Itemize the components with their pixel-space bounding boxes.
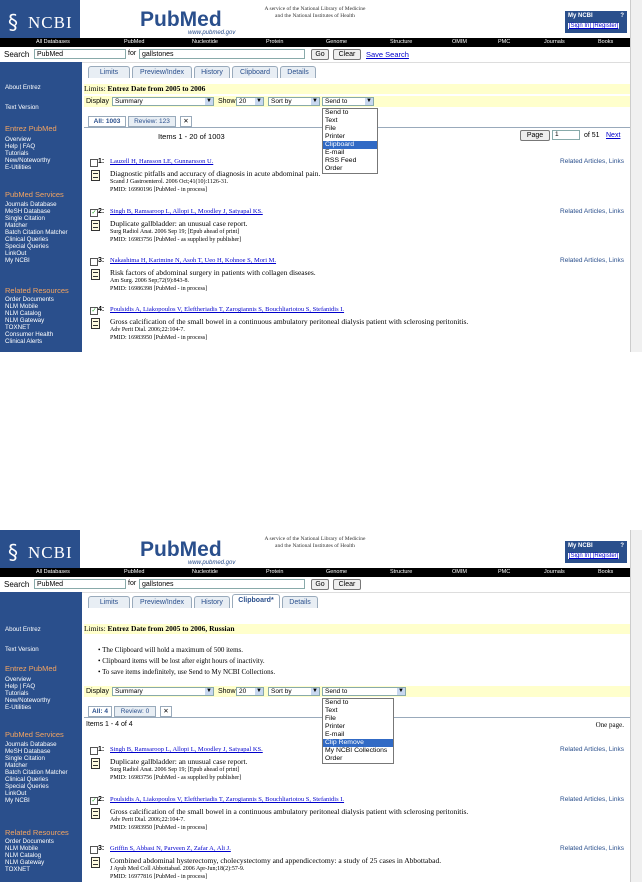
- related-articles-link[interactable]: Related Articles, Links: [560, 796, 624, 803]
- help-icon[interactable]: ?: [620, 13, 624, 19]
- chevron-down-icon: ▼: [312, 98, 318, 104]
- database-nav: [0, 38, 630, 47]
- sortby-select[interactable]: Sort by ▼: [268, 687, 320, 696]
- tab-all[interactable]: All: 4: [88, 706, 112, 717]
- page-button[interactable]: Page: [520, 130, 550, 141]
- result-authors-link[interactable]: Nakashima H, Karimine N, Asoh T, Ueo H, Kohnoe S, Mori M.: [110, 257, 277, 264]
- result-checkbox[interactable]: ✓: [91, 210, 97, 216]
- nav-all-databases[interactable]: All Databases: [36, 569, 70, 575]
- document-icon[interactable]: [91, 758, 100, 769]
- pubmed-logo[interactable]: PubMed www.pubmed.gov: [140, 538, 236, 566]
- nav-nucleotide[interactable]: Nucleotide: [192, 569, 218, 575]
- tab-clipboard[interactable]: Clipboard: [232, 66, 278, 78]
- show-select[interactable]: 20 ▼: [236, 97, 264, 106]
- database-select[interactable]: PubMed: [34, 49, 126, 59]
- related-articles-link[interactable]: Related Articles, Links: [560, 845, 624, 852]
- nav-structure[interactable]: Structure: [390, 569, 413, 575]
- menu-item[interactable]: Printer: [325, 723, 346, 730]
- menu-item-clip-remove[interactable]: Clip Remove: [323, 739, 393, 747]
- menu-item[interactable]: Order: [325, 755, 343, 762]
- tab-all[interactable]: All: 1003: [88, 116, 126, 127]
- nav-journals[interactable]: Journals: [544, 569, 565, 575]
- display-select[interactable]: Summary ▼: [112, 97, 214, 106]
- service-text: A service of the National Library of Medicine and the National Institutes of Health: [264, 6, 366, 19]
- chevron-down-icon: ▼: [312, 688, 318, 694]
- header: [0, 530, 630, 568]
- result-item: 3: Nakashima H, Karimine N, Asoh T, Ueo H, Kohnoe S, Mori M. Related Articles, Links Risk factors of abdominal surgery in patients with collagen diseases. Am Surg. 2006 Sep;72(9):843-8. PMID: 16986398 [PubMed - in process]: [84, 257, 630, 302]
- ncbi-logo[interactable]: § NCBI: [0, 0, 80, 38]
- result-authors-link[interactable]: Griffin S, Abbasi N, Parveen Z, Zafar A, Ali J.: [110, 845, 231, 852]
- info-bullet: • Clipboard items will be lost after eight hours of inactivity.: [98, 657, 265, 665]
- nav-all-databases[interactable]: All Databases: [36, 39, 70, 45]
- screenshot-results: [0, 0, 630, 352]
- sendto-select[interactable]: Send to ▼: [322, 687, 406, 696]
- result-item: ✓ 2: Singh B, Ramsaroop L, Allopi L, Moodley J, Satyapal KS. Related Articles, Links Duplicate gallbladder: an unusual case report. Surg Radiol Anat. 2006 Sep 19; [Epub ahead of print] PMID: 16983756 [PubMed - as supplied by publisher]: [91, 208, 624, 243]
- search-bar: Search PubMed for gallstones Go Clear: [0, 577, 630, 593]
- tab-details[interactable]: Details: [280, 66, 316, 78]
- display-bar: Display Summary ▼ Show 20 ▼ Sort by ▼ Send to ▼: [84, 96, 630, 107]
- my-ncbi-box: My NCBI ? [Sign In] [Register]: [565, 11, 627, 33]
- menu-item[interactable]: Send to: [325, 699, 349, 706]
- show-select[interactable]: 20 ▼: [236, 687, 264, 696]
- result-authors-link[interactable]: Singh B, Ramsaroop L, Allopi L, Moodley J, Satyapal KS.: [110, 746, 263, 753]
- save-search-link[interactable]: Save Search: [366, 50, 409, 59]
- main-content: [84, 592, 630, 882]
- document-icon[interactable]: [91, 269, 100, 280]
- ncbi-helix-icon: §: [8, 10, 18, 34]
- menu-item[interactable]: Text: [325, 707, 338, 714]
- tab-bar: [84, 64, 630, 78]
- info-bullet: • To save items indefinitely, use Send to My NCBI Collections.: [98, 668, 276, 676]
- sortby-select[interactable]: Sort by ▼: [268, 97, 320, 106]
- close-icon[interactable]: ✕: [160, 706, 172, 717]
- tab-history[interactable]: History: [194, 596, 230, 608]
- sidebar-text-version[interactable]: Text Version: [5, 104, 39, 111]
- tab-limits[interactable]: Limits: [88, 66, 130, 78]
- nav-pmc[interactable]: PMC: [498, 39, 511, 45]
- signin-link[interactable]: [Sign In] [Register]: [569, 553, 619, 559]
- menu-item[interactable]: Send to: [325, 109, 349, 116]
- chevron-down-icon: ▼: [256, 98, 262, 104]
- display-bar: Display Summary ▼ Show 20 ▼ Sort by ▼ Send to ▼: [84, 686, 630, 697]
- database-select[interactable]: PubMed: [34, 579, 126, 589]
- sidebar: About Entrez Text Version Entrez PubMed Overview Help | FAQ Tutorials New/Noteworthy E-Utilities PubMed Services Journals Database MeSH Database Single Citation Matcher Batch Citation Matcher Clinical Queries Special Queries LinkOut My NCBI Related Resources Order Documents NLM Mobile NLM Catalog NLM Gateway TOXNET: [0, 592, 82, 882]
- tab-details[interactable]: Details: [282, 596, 318, 608]
- tab-review[interactable]: Review: 123: [128, 116, 176, 127]
- menu-item[interactable]: My NCBI Collections: [325, 747, 388, 754]
- pubmed-logo[interactable]: PubMed www.pubmed.gov: [140, 8, 236, 36]
- menu-item[interactable]: Order: [325, 165, 343, 172]
- result-authors-link[interactable]: Lauzell H, Hansson LE, Gunnarsson U.: [110, 158, 214, 165]
- sidebar-text-version[interactable]: Text Version: [5, 646, 39, 653]
- tab-clipboard[interactable]: Clipboard*: [232, 594, 280, 608]
- clear-button[interactable]: Clear: [333, 579, 361, 590]
- next-link[interactable]: Next: [606, 132, 621, 139]
- search-input[interactable]: gallstones: [139, 49, 305, 59]
- result-item: ✓ 4: Poulsidis A, Liakopoulos V, Eleftheriadis T, Zarogiannis S, Bouchliariotou S, Stefanidis I. Gross calcification of the small bowel in a continuous ambulatory peritoneal dialysis patient with sclerosing peritonitis. Adv Perit Dial. 2006;22:104-7. PMID: 16983950 [PubMed - in process]: [91, 306, 469, 341]
- result-checkbox[interactable]: [90, 747, 98, 755]
- menu-item-clipboard[interactable]: Clipboard: [323, 141, 377, 149]
- menu-item[interactable]: E-mail: [325, 731, 345, 738]
- close-icon[interactable]: ✕: [180, 116, 192, 127]
- related-articles-link[interactable]: Related Articles, Links: [560, 257, 624, 264]
- tab-bar: [84, 594, 630, 608]
- scrollbar-bottom[interactable]: [630, 530, 642, 882]
- my-ncbi-box: My NCBI ? [Sign In] [Register]: [565, 541, 627, 563]
- database-nav: [0, 568, 630, 577]
- menu-item[interactable]: File: [325, 125, 336, 132]
- screenshot-clipboard: [0, 530, 630, 882]
- tab-limits[interactable]: Limits: [88, 596, 130, 608]
- nav-omim[interactable]: OMIM: [452, 39, 467, 45]
- result-item: 1: Lauzell H, Hansson LE, Gunnarsson U. Related Articles, Links Diagnostic pitfalls and accuracy of diagnosis in acute abdominal pain. Scand J Gastroenterol. 2006 Oct;41(10):1126-31. PMID: 16990196 [PubMed - in process]: [84, 158, 630, 203]
- menu-item[interactable]: Text: [325, 117, 338, 124]
- nav-books[interactable]: Books: [598, 39, 614, 45]
- nav-pubmed[interactable]: PubMed: [124, 569, 145, 575]
- result-item: 3: Griffin S, Abbasi N, Parveen Z, Zafar A, Ali J. Related Articles, Links Combined abdominal hysterectomy, cholecystectomy and appendicectomy: a study of 25 cases in Abbottabad. J Ayub Med Coll Abbottabad. 2006 Apr-Jun;18(2):57-9. PMID: 16977816 [PubMed - in process]: [84, 845, 630, 882]
- limits-bar: Limits: Entrez Date from 2005 to 2006: [84, 84, 630, 94]
- menu-item[interactable]: RSS Feed: [325, 157, 357, 164]
- chevron-down-icon: ▼: [256, 688, 262, 694]
- menu-item[interactable]: E-mail: [325, 149, 345, 156]
- related-articles-link[interactable]: Related Articles, Links: [560, 208, 624, 215]
- result-authors-link[interactable]: Singh B, Ramsaroop L, Allopi L, Moodley J, Satyapal KS.: [110, 208, 263, 215]
- sendto-select[interactable]: Send to ▼: [322, 97, 374, 106]
- related-articles-link[interactable]: Related Articles, Links: [560, 746, 624, 753]
- signin-link[interactable]: [Sign In] [Register]: [569, 23, 619, 29]
- chevron-down-icon: ▼: [366, 98, 372, 104]
- sidebar-about[interactable]: About Entrez: [5, 626, 41, 633]
- help-icon[interactable]: ?: [620, 543, 624, 549]
- document-icon[interactable]: [91, 857, 100, 868]
- menu-item[interactable]: File: [325, 715, 336, 722]
- search-input[interactable]: gallstones: [139, 579, 305, 589]
- chevron-down-icon: ▼: [398, 688, 404, 694]
- document-icon[interactable]: [91, 808, 100, 819]
- result-checkbox[interactable]: [90, 258, 98, 266]
- page-input[interactable]: 1: [552, 130, 580, 140]
- service-text: A service of the National Library of Medicine and the National Institutes of Health: [264, 536, 366, 549]
- tab-history[interactable]: History: [194, 66, 230, 78]
- limits-bar: Limits: Entrez Date from 2005 to 2006, Russian: [84, 624, 630, 634]
- result-item: 1: Singh B, Ramsaroop L, Allopi L, Moodley J, Satyapal KS. Related Articles, Links Duplicate gallbladder: an unusual case report. Surg Radiol Anat. 2006 Sep 19; [Epub ahead of print] PMID: 16983756 [PubMed - as supplied by publisher]: [84, 746, 630, 791]
- items-count: Items 1 - 4 of 4: [86, 721, 133, 728]
- sendto-menu: [322, 108, 378, 174]
- document-icon[interactable]: [91, 220, 100, 231]
- ncbi-logo[interactable]: § NCBI: [0, 530, 80, 568]
- nav-genome[interactable]: Genome: [326, 39, 348, 45]
- document-icon[interactable]: [91, 318, 100, 329]
- nav-protein[interactable]: Protein: [266, 39, 284, 45]
- document-icon[interactable]: [91, 170, 100, 181]
- clear-button[interactable]: Clear: [333, 49, 361, 60]
- nav-nucleotide[interactable]: Nucleotide: [192, 39, 218, 45]
- result-checkbox[interactable]: [90, 159, 98, 167]
- nav-books[interactable]: Books: [598, 569, 614, 575]
- nav-journals[interactable]: Journals: [544, 39, 565, 45]
- related-articles-link[interactable]: Related Articles, Links: [560, 158, 624, 165]
- nav-pmc[interactable]: PMC: [498, 569, 511, 575]
- nav-protein[interactable]: Protein: [266, 569, 284, 575]
- nav-pubmed[interactable]: PubMed: [124, 39, 145, 45]
- chevron-down-icon: ▼: [206, 98, 212, 104]
- result-checkbox[interactable]: ✓: [91, 798, 97, 804]
- result-authors-link[interactable]: Poulsidis A, Liakopoulos V, Eleftheriadis T, Zarogiannis S, Bouchliariotou S, Stefanidis I.: [110, 796, 345, 803]
- menu-item[interactable]: Printer: [325, 133, 346, 140]
- nav-genome[interactable]: Genome: [326, 569, 348, 575]
- sidebar-about[interactable]: About Entrez: [5, 84, 41, 91]
- go-button[interactable]: Go: [311, 579, 329, 590]
- info-bullet: • The Clipboard will hold a maximum of 500 items.: [98, 646, 244, 654]
- search-bar: Search PubMed for gallstones Go Clear Save Search: [0, 47, 630, 63]
- nav-structure[interactable]: Structure: [390, 39, 413, 45]
- result-item: ✓ 2: Poulsidis A, Liakopoulos V, Eleftheriadis T, Zarogiannis S, Bouchliariotou S, Stefanidis I. Related Articles, Links Gross calcification of the small bowel in a continuous ambulatory peritoneal dialysis patient with sclerosing peritonitis. Adv Perit Dial. 2006;22:104-7. PMID: 16983950 [PubMed - in process]: [91, 796, 624, 831]
- tab-preview-index[interactable]: Preview/Index: [132, 66, 192, 78]
- go-button[interactable]: Go: [311, 49, 329, 60]
- nav-omim[interactable]: OMIM: [452, 569, 467, 575]
- display-select[interactable]: Summary ▼: [112, 687, 214, 696]
- main-content: Limits Preview/Index History Clipboard Details Limits: Entrez Date from 2005 to 2006 Display Summary ▼ Show 20 ▼ Sort by ▼ Send to ▼ Send to Text File Printer Clipboard E-mail RSS Feed Order All: 1003 Review: 123 ✕ Items 1 - 20 of 1003 Page 1 of 51 Next 1: Lauzell H, Hansson LE, Gunnarsson U. Related Articles, Links Diagnostic pitfalls and accuracy of diagnosis in acute abdominal pain. Scand J Gastroenterol. 2006 Oct;41(10):1126-31. PMID: 16990196 [PubMed - in process] ✓ 2: Singh B, Ramsaroop L, Allopi L, Moodley J, Satyapal KS. Related Articles, Links Duplicate gallbladder: an unusual case report. Surg Radiol Anat. 2006 Sep 19; [Epub ahead of print] PMID: 16983756 [PubMed - as supplied by publisher] 3: Nakashima H, Karimine N, Asoh T, Ueo H, Kohnoe S, Mori M. Related Articles, Links Risk factors of abdominal surgery in patients with collagen diseases. Am Surg. 2006 Sep;72(9):843-8. PMID: 16986398 [PubMed - in process] ✓ 4: Poulsidis A, Liakopoulos V, Eleftheriadis T, Zarogiannis S, Bouchliariotou S, Stefanidis I. Gross calcification of the small bowel in a continuous ambulatory peritoneal dialysis patient with sclerosing peritonitis. Adv Perit Dial. 2006;22:104-7. PMID: 16983950 [PubMed - in process]: [84, 62, 630, 352]
- sidebar: About Entrez Text Version Entrez PubMed Overview Help | FAQ Tutorials New/Noteworthy E-Utilities PubMed Services Journals Database MeSH Database Single Citation Matcher Batch Citation Matcher Clinical Queries Special Queries LinkOut My NCBI Related Resources Order Documents NLM Mobile NLM Catalog NLM Gateway TOXNET Consumer Health Clinical Alerts: [0, 62, 82, 352]
- sendto-menu: [322, 698, 394, 764]
- result-authors-link[interactable]: Poulsidis A, Liakopoulos V, Eleftheriadis T, Zarogiannis S, Bouchliariotou S, Stefanidis I.: [110, 306, 345, 313]
- one-page-label: One page.: [595, 721, 624, 729]
- header: [0, 0, 630, 38]
- result-checkbox[interactable]: [90, 846, 98, 854]
- scrollbar-top[interactable]: [630, 0, 642, 352]
- result-checkbox[interactable]: ✓: [91, 308, 97, 314]
- ncbi-helix-icon: §: [8, 540, 18, 564]
- tab-preview-index[interactable]: Preview/Index: [132, 596, 192, 608]
- chevron-down-icon: ▼: [206, 688, 212, 694]
- items-count: Items 1 - 20 of 1003: [158, 132, 225, 141]
- tab-review[interactable]: Review: 0: [114, 706, 156, 717]
